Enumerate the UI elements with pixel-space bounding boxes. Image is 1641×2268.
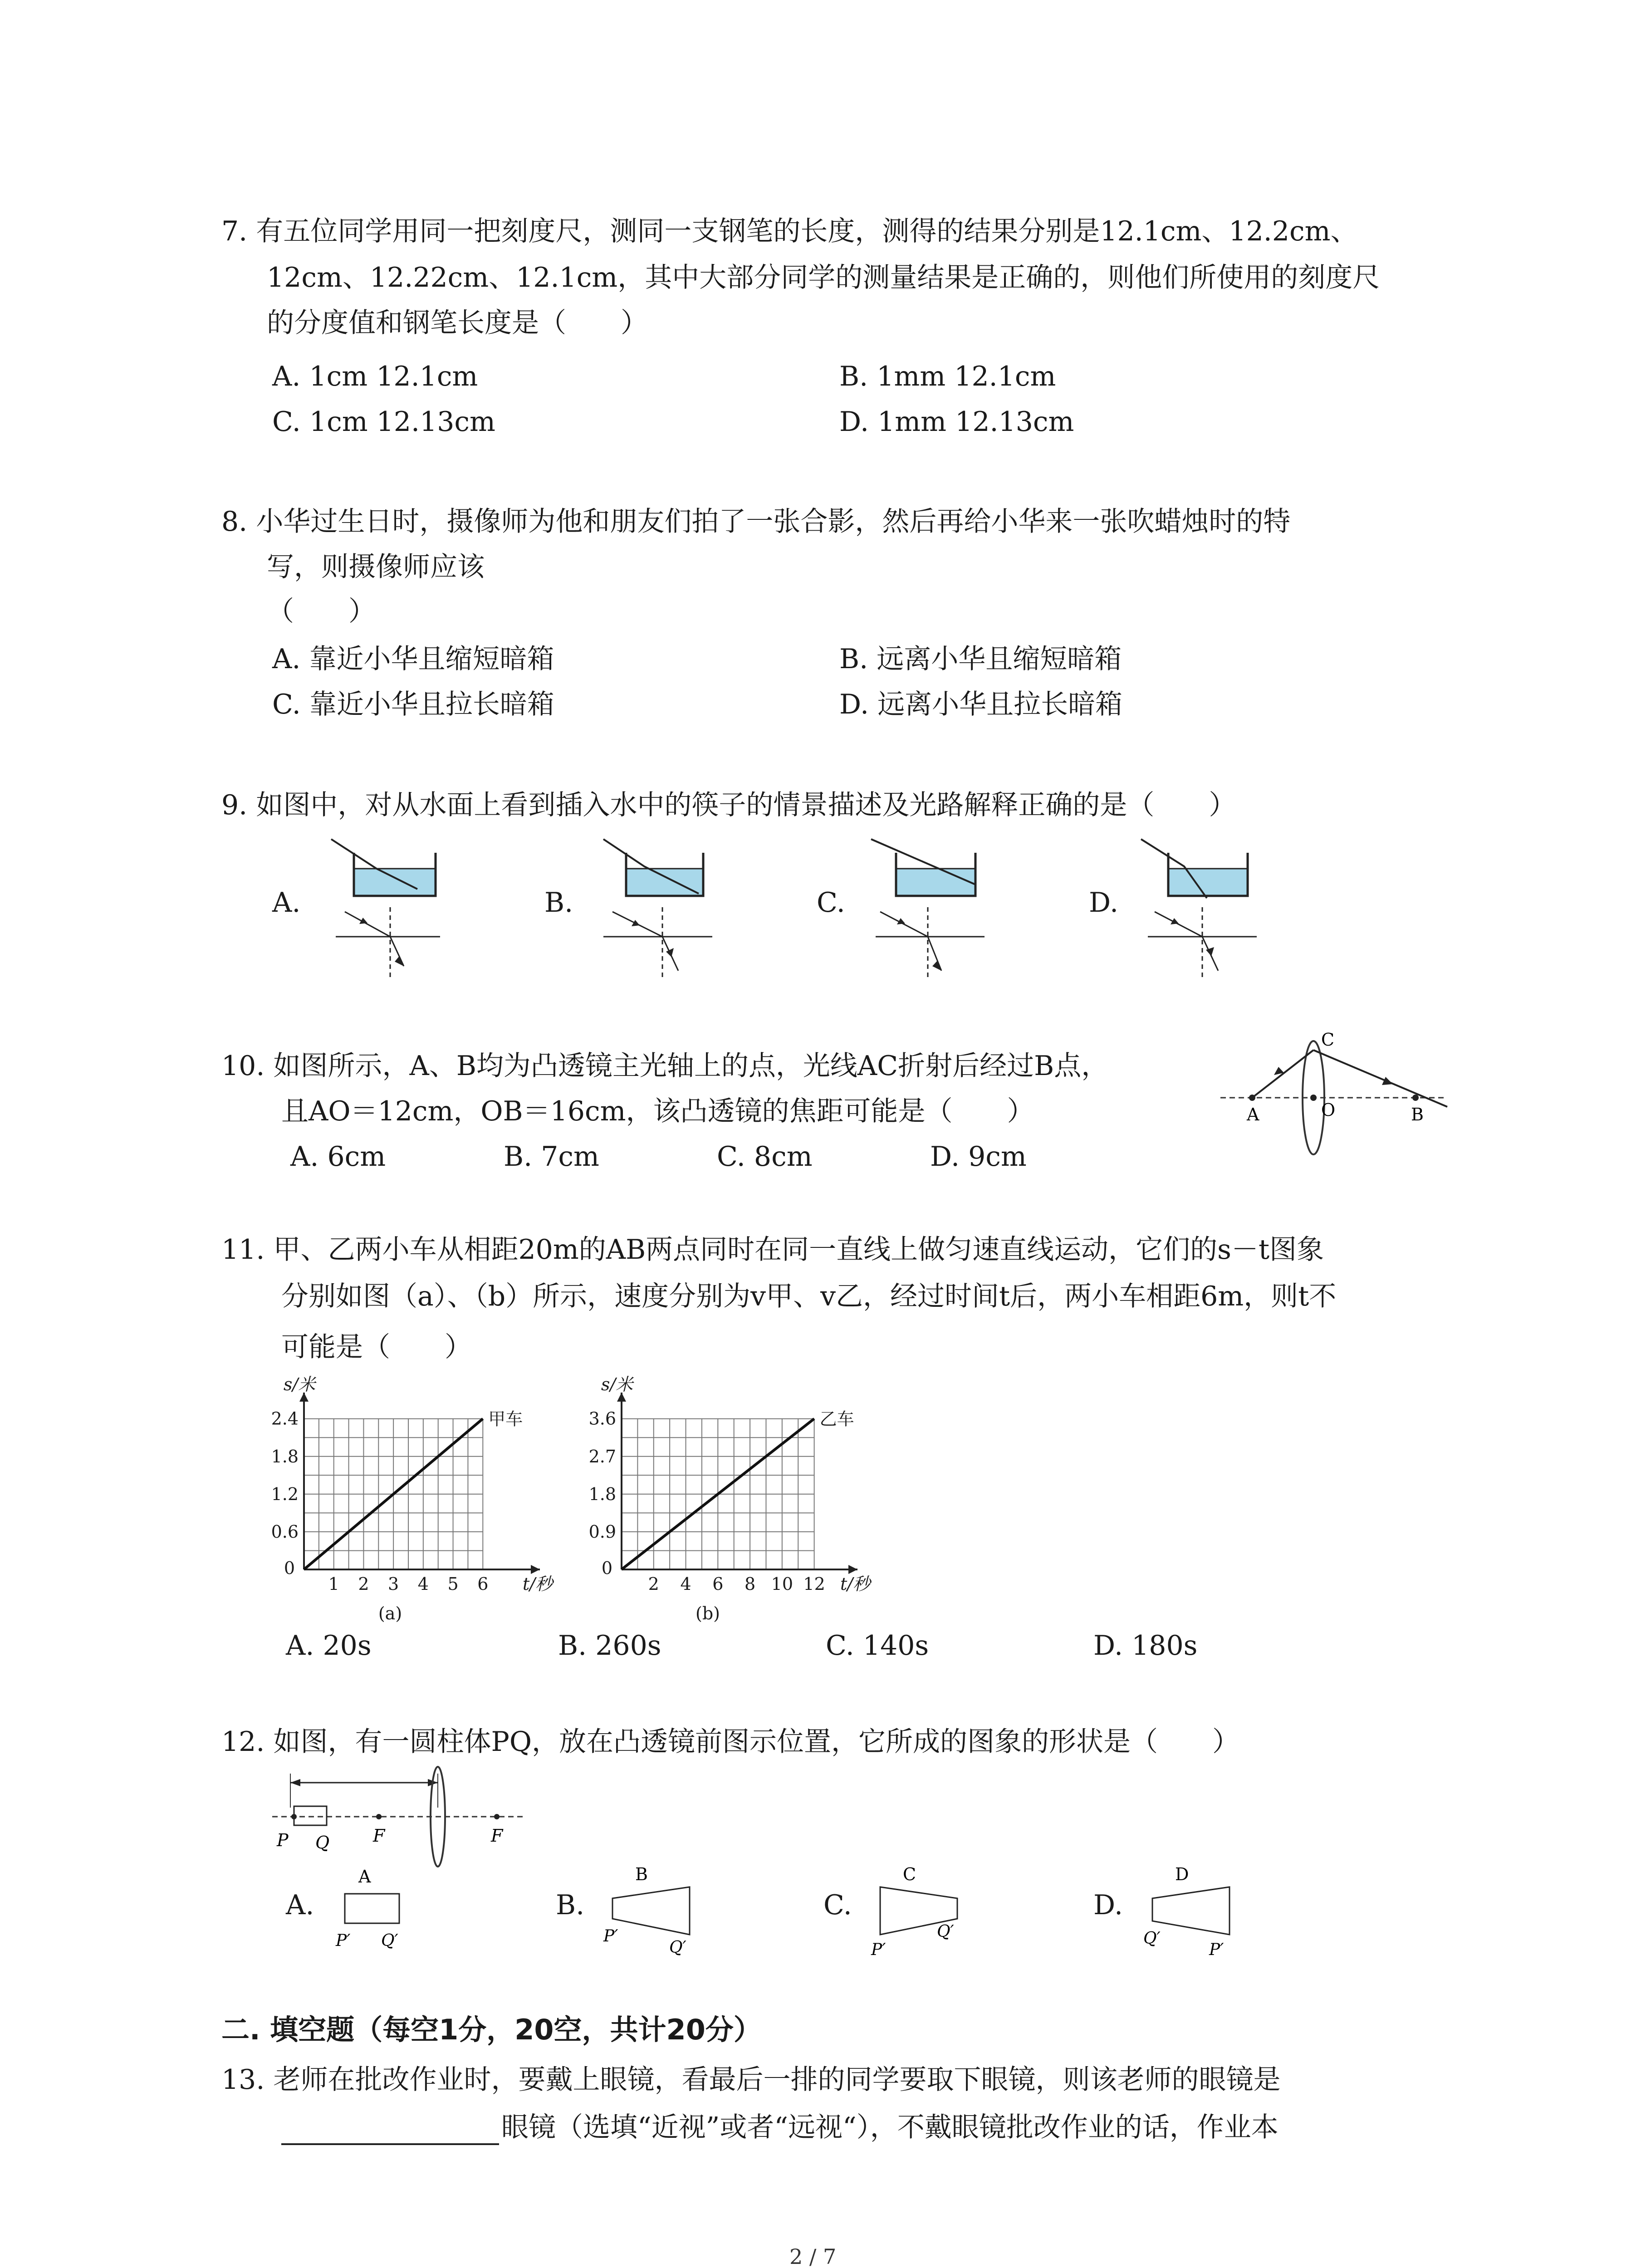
q12-label-f1: F [373, 1826, 385, 1846]
q10-option-c[interactable]: C. 8cm [717, 1141, 813, 1173]
q7-stem-line3: 的分度值和钢笔长度是（ ） [267, 307, 648, 339]
q9-figure-a[interactable] [327, 835, 463, 980]
q11-chart-a-xtick-label: 5 [447, 1574, 459, 1594]
q8-option-c[interactable]: C. 靠近小华且拉长暗箱 [272, 689, 554, 720]
q11-stem-line3: 可能是（ ） [281, 1331, 472, 1363]
q11-chart-b-xtick-label: 12 [803, 1574, 825, 1594]
q10-option-d[interactable]: D. 9cm [930, 1141, 1027, 1173]
q12-option-c-label[interactable]: C. [823, 1889, 852, 1921]
q10-label-c: C [1321, 1030, 1335, 1050]
q12-stem: 12. 如图，有一圆柱体PQ，放在凸透镜前图示位置，它所成的图象的形状是（ ） [221, 1726, 1240, 1758]
water-fill [626, 869, 703, 896]
q12-shape-b-left: P′ [603, 1927, 618, 1945]
q12-shape-a-letter: A [358, 1867, 371, 1887]
q11-chart-a-xlabel: t/秒 [522, 1574, 553, 1594]
q12-option-d-label[interactable]: D. [1093, 1889, 1123, 1921]
q11-chart-a-caption: (a) [378, 1603, 402, 1623]
q10-label-b: B [1411, 1105, 1424, 1124]
q11-chart-a-series-name: 甲车 [488, 1409, 523, 1429]
q11-chart-b-origin-label: 0 [601, 1558, 612, 1578]
q11-chart-b-ylabel: s/米 [601, 1374, 633, 1394]
q11-chart-b-xtick-label: 2 [648, 1574, 659, 1594]
q11-chart-b-ytick-label: 0.9 [588, 1521, 616, 1542]
q11-chart-a-xtick-label: 2 [358, 1574, 369, 1594]
q11-chart-b-xlabel: t/秒 [840, 1574, 871, 1594]
q10-label-a: A [1247, 1105, 1259, 1124]
water-fill [1168, 869, 1248, 896]
q12-label-f2: F [491, 1826, 503, 1846]
q10-label-o: O [1321, 1100, 1336, 1120]
q11-option-d[interactable]: D. 180s [1093, 1630, 1198, 1662]
q11-chart-a-origin-label: 0 [284, 1558, 295, 1578]
q11-chart-b-xtick-label: 6 [712, 1574, 724, 1594]
q12-shape-b-letter: B [635, 1864, 648, 1884]
q11-chart-a-ytick-label: 2.4 [271, 1408, 299, 1429]
q11-chart-a-xtick-label: 4 [417, 1574, 429, 1594]
q11-chart-b-xtick-label: 4 [680, 1574, 691, 1594]
q9-option-a-label[interactable]: A. [272, 887, 301, 919]
q12-shape-d[interactable] [1139, 1862, 1248, 1957]
q8-option-d[interactable]: D. 远离小华且拉长暗箱 [839, 689, 1123, 720]
q12-shape-c-left: P′ [871, 1941, 886, 1959]
q9-figure-c[interactable] [862, 835, 998, 980]
q12-option-a-label[interactable]: A. [286, 1889, 314, 1921]
q7-option-c[interactable]: C. 1cm 12.13cm [272, 406, 495, 438]
q10-option-b[interactable]: B. 7cm [504, 1141, 599, 1173]
q10-lens-figure [1220, 1030, 1456, 1152]
q7-option-b[interactable]: B. 1mm 12.1cm [839, 361, 1056, 392]
q11-chart-b-xtick-label: 10 [771, 1574, 794, 1594]
water-fill [354, 869, 436, 896]
q11-chart-b-caption: (b) [696, 1603, 720, 1623]
q8-option-a[interactable]: A. 靠近小华且缩短暗箱 [272, 643, 554, 675]
q11-chart-a-x-arrow [531, 1565, 540, 1574]
q12-shape-c[interactable] [867, 1862, 975, 1957]
page-number: 2 / 7 [789, 2244, 837, 2268]
q11-chart-a-xtick-label: 1 [328, 1574, 339, 1594]
q9-option-c-label[interactable]: C. [817, 887, 845, 919]
q13-answer-blank[interactable] [281, 2143, 499, 2145]
q11-chart-b-ytick-label: 3.6 [588, 1408, 616, 1429]
q12-shape-c-right: Q′ [937, 1922, 954, 1941]
q11-chart-b [588, 1374, 907, 1633]
q8-option-b[interactable]: B. 远离小华且缩短暗箱 [839, 643, 1122, 675]
q12-label-p: P [277, 1830, 289, 1850]
q9-option-b-label[interactable]: B. [544, 887, 573, 919]
q13-stem-line1: 13. 老师在批改作业时，要戴上眼镜，看最后一排的同学要取下眼镜，则该老师的眼镜是 [221, 2064, 1281, 2096]
q11-chart-a-ytick-label: 1.2 [271, 1484, 299, 1504]
q9-option-d-label[interactable]: D. [1089, 887, 1119, 919]
q11-chart-a [271, 1374, 590, 1633]
q9-stem: 9. 如图中，对从水面上看到插入水中的筷子的情景描述及光路解释正确的是（ ） [221, 789, 1236, 821]
q11-chart-b-x-arrow [848, 1565, 857, 1574]
q7-option-d[interactable]: D. 1mm 12.13cm [839, 406, 1074, 438]
q11-chart-b-ytick-label: 2.7 [588, 1446, 616, 1466]
q7-option-a[interactable]: A. 1cm 12.1cm [272, 361, 478, 392]
q7-stem-line1: 7. 有五位同学用同一把刻度尺，测同一支钢笔的长度，测得的结果分别是12.1cm、12.2cm、 [221, 215, 1358, 247]
q11-option-a[interactable]: A. 20s [286, 1630, 372, 1662]
q11-chart-a-ytick-label: 1.8 [271, 1446, 299, 1466]
q11-option-c[interactable]: C. 140s [826, 1630, 929, 1662]
q12-shape-d-left: Q′ [1143, 1929, 1161, 1948]
q11-chart-b-ytick-label: 1.8 [588, 1484, 616, 1504]
q12-shape-c-letter: C [903, 1864, 916, 1884]
q10-stem-line1: 10. 如图所示，A、B均为凸透镜主光轴上的点，光线AC折射后经过B点， [221, 1050, 1109, 1082]
q12-option-b-label[interactable]: B. [556, 1889, 585, 1921]
q13-stem-line2: 眼镜（选填“近视”或者“远视“），不戴眼镜批改作业的话，作业本 [501, 2112, 1279, 2143]
q11-chart-a-ylabel: s/米 [283, 1374, 316, 1394]
q8-stem-line2: 写，则摄像师应该 [267, 551, 485, 583]
q12-shape-a-right: Q′ [381, 1931, 398, 1950]
q10-stem-line2: 且AO＝12cm，OB＝16cm，该凸透镜的焦距可能是（ ） [281, 1095, 1034, 1127]
q12-label-q: Q [315, 1833, 330, 1853]
q12-shape-a[interactable] [331, 1864, 431, 1955]
q12-shape-b-right: Q′ [669, 1938, 686, 1957]
q12-shape-a-left: P′ [336, 1931, 351, 1950]
q10-option-a[interactable]: A. 6cm [290, 1141, 386, 1173]
section-heading-fill-blank: 二. 填空题（每空1分，20空，共计20分） [221, 2013, 762, 2046]
q11-stem-line2: 分别如图（a）、（b）所示，速度分别为v甲、v乙，经过时间t后，两小车相距6m，则t不 [281, 1281, 1337, 1312]
q11-chart-a-xtick-label: 6 [477, 1574, 489, 1594]
q9-figure-d[interactable] [1134, 835, 1270, 980]
q11-chart-a-ytick-label: 0.6 [271, 1521, 299, 1542]
water-fill [896, 869, 975, 896]
q7-stem-line2: 12cm、12.22cm、12.1cm，其中大部分同学的测量结果是正确的，则他们所使用的刻度尺 [267, 262, 1380, 293]
q12-shape-d-right: P′ [1209, 1941, 1224, 1959]
q12-shape-b[interactable] [599, 1862, 708, 1957]
q12-lens-figure [272, 1765, 526, 1878]
q8-stem-line3: （ ） [267, 596, 376, 627]
q11-chart-b-xtick-label: 8 [744, 1574, 756, 1594]
q11-chart-b-series-name: 乙车 [819, 1409, 854, 1429]
q12-shape-d-letter: D [1175, 1864, 1189, 1884]
q11-chart-a-xtick-label: 3 [388, 1574, 399, 1594]
q11-stem-line1: 11. 甲、乙两小车从相距20m的AB两点同时在同一直线上做匀速直线运动，它们的s－t图象 [221, 1234, 1324, 1266]
q9-figure-b[interactable] [590, 835, 726, 980]
q11-option-b[interactable]: B. 260s [558, 1630, 661, 1662]
q8-stem-line1: 8. 小华过生日时，摄像师为他和朋友们拍了一张合影，然后再给小华来一张吹蜡烛时的特 [221, 506, 1291, 538]
